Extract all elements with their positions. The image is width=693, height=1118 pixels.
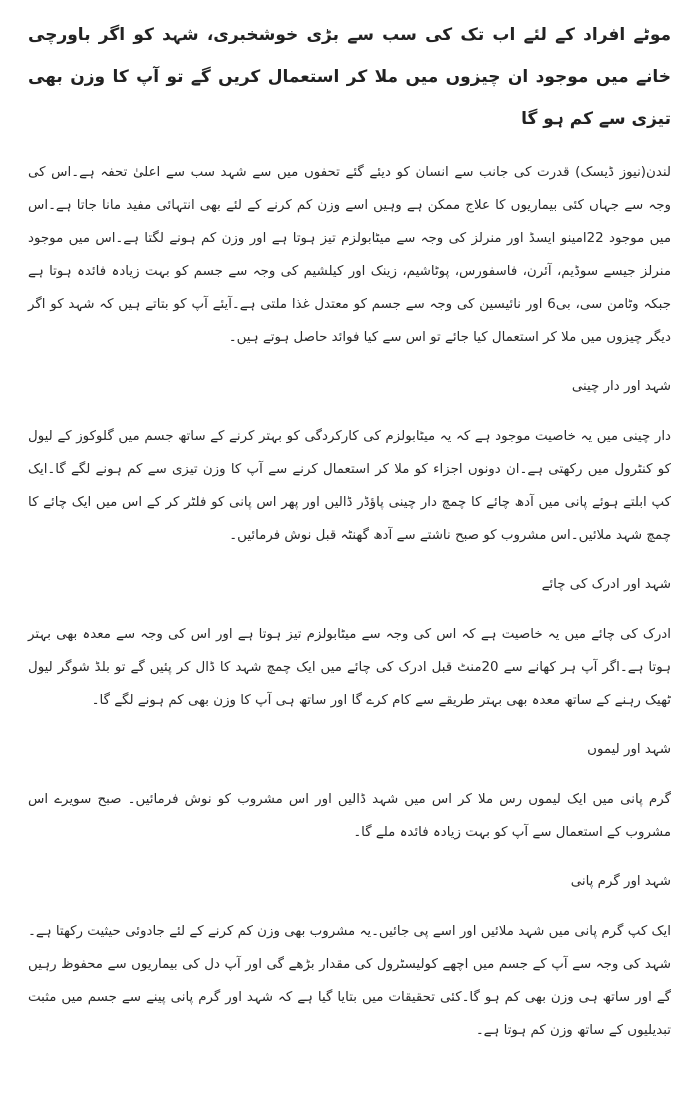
section-heading: شہد اور گرم پانی [570, 874, 671, 889]
section-heading: شہد اور ادرک کی چائے [541, 577, 671, 592]
section-honey-lemon [28, 735, 671, 849]
section-honey-cinnamon [28, 372, 671, 552]
section-paragraph: ایک کپ گرم پانی میں شہد ملائیں اور اسے پی جائیں۔یہ مشروب بھی وزن کم کرنے کے لئے جادوئی حیثیت رکھتا ہے۔شہد کی وجہ سے آپ کے جسم میں اچھے کولیسٹرول کی مقدار بڑھے گی اور آپ دل کی بیماریوں سے محفوظ رہیں گے اور ساتھ ہی وزن بھی کم ہو گا۔کئی تحقیقات میں بتایا گیا ہے کہ شہد اور گرم پانی پینے سے جسم میں مثبت تبدیلیوں کے ساتھ وزن کم ہوتا ہے۔ [28, 924, 671, 1038]
section-honey-warm-water [28, 867, 671, 1047]
section-heading: شہد اور دار چینی [571, 379, 671, 394]
section-paragraph: گرم پانی میں ایک لیموں رس ملا کر اس میں شہد ڈالیں اور اس مشروب کو نوش فرمائیں۔ صبح سویرے اس مشروب کے استعمال سے آپ کو بہت زیادہ فائدہ ملے گا۔ [28, 792, 671, 840]
section-honey-ginger-tea [28, 570, 671, 717]
section-paragraph: دار چینی میں یہ خاصیت موجود ہے کہ یہ میٹابولزم کی کارکردگی کو بہتر کرنے کے ساتھ جسم میں گلوکوز کے لیول کو کنٹرول میں رکھتی ہے۔ان دونوں اجزاء کو ملا کر استعمال کرنے سے آپ کا وزن تیزی سے کم ہونے لگے گا۔ایک کپ ابلتے ہوئے پانی میں آدھ چائے کا چمچ دار چینی پاؤڈر ڈالیں اور پھر اس پانی کو فلٹر کر کے اس میں ایک چائے کا چمچ شہد ملائیں۔اس مشروب کو صبح ناشتے سے آدھ گھنٹہ قبل نوش فرمائیں۔ [28, 429, 671, 543]
article-headline: موٹے افراد کے لئے اب تک کی سب سے بڑی خوشخبری، شہد کو اگر باورچی خانے میں موجود ان چیزوں میں ملا کر استعمال کریں گے تو آپ کا وزن بھی تیزی سے کم ہو گا [28, 25, 671, 129]
section-paragraph: ادرک کی چائے میں یہ خاصیت ہے کہ اس کی وجہ سے میٹابولزم تیز ہوتا ہے اور اس کی وجہ سے معدہ بھی بہتر ہوتا ہے۔اگر آپ ہر کھانے سے 20منٹ قبل ادرک کی چائے میں ایک چمچ شہد کا ڈال کر پئیں گے تو بلڈ شوگر لیول ٹھیک رہنے کے ساتھ معدہ بھی بہتر طریقے سے کام کرے گا اور ساتھ ہی آپ کا وزن بھی کم ہونے لگے گا۔ [28, 627, 671, 708]
intro-paragraph: لندن(نیوز ڈیسک) قدرت کی جانب سے انسان کو دیئے گئے تحفوں میں سے شہد سب سے اعلیٰ تحفہ ہے۔اس کی وجہ سے جہاں کئی بیماریوں کا علاج ممکن ہے وہیں اسے وزن کم کرنے کے لئے بھی انتہائی مفید مانا جاتا ہے۔اس میں موجود 22امینو ایسڈ اور منرلز کی وجہ سے میٹابولزم تیز ہوتا ہے اور وزن کم ہونے لگتا ہے۔اس میں موجود منرلز جیسے سوڈیم، آئرن، فاسفورس، پوٹاشیم، زینک اور کیلشیم کی وجہ سے جسم کو بہت زیادہ فائدہ ہوتا ہے جبکہ وٹامن سی، بی6 اور نائیسین کی وجہ سے جسم کو معتدل غذا ملتی ہے۔آیئے آپ کو بتاتے ہیں کہ شہد کو اگر دیگر چیزوں میں ملا کر استعمال کیا جائے تو اس سے کیا فوائد حاصل ہوتے ہیں۔ [28, 165, 671, 345]
article [28, 14, 671, 1047]
section-heading: شہد اور لیموں [587, 742, 671, 757]
